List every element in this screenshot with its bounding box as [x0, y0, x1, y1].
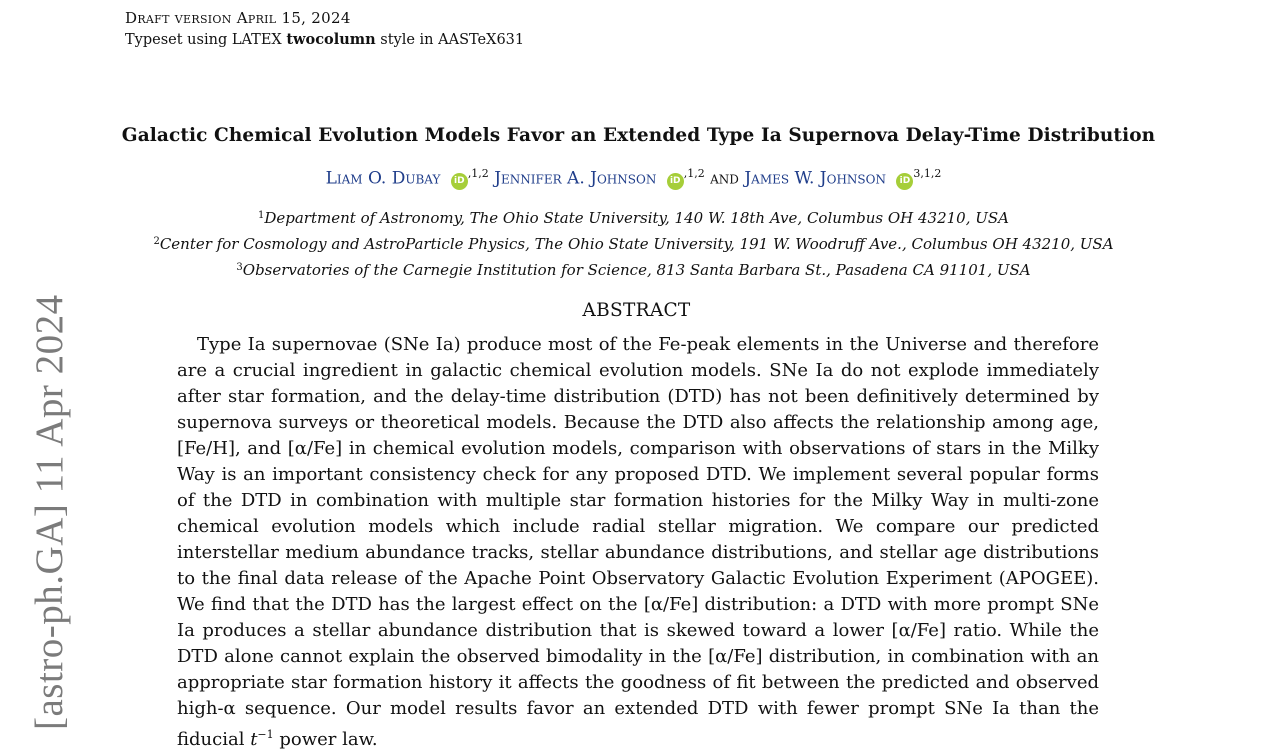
affiliation-number: 1: [257, 210, 265, 221]
author-list: [0, 167, 1267, 190]
typeset-latex: ATEX: [241, 32, 282, 48]
abstract-body: [177, 332, 1099, 753]
orcid-icon[interactable]: iD: [896, 173, 913, 190]
typeset-prefix: Typeset using L: [125, 32, 242, 48]
affiliation-number: 3: [236, 262, 243, 273]
author-affiliation-marks-2: ,1,2: [683, 167, 705, 180]
affiliation-number: 2: [153, 236, 160, 247]
author-conjunction: and: [710, 168, 739, 189]
orcid-icon[interactable]: iD: [667, 173, 684, 190]
affiliation-text: Center for Cosmology and AstroParticle Physics, The Ohio State University, 191 W. Woodruff Ave., Columbus OH 43210, USA: [159, 235, 1114, 253]
typeset-suffix: style in AASTeX631: [380, 32, 525, 48]
affiliation-text: Observatories of the Carnegie Institution for Science, 813 Santa Barbara St., Pasadena CA 91101, USA: [242, 261, 1031, 279]
abstract-text-end: power law.: [279, 729, 378, 750]
abstract-text: Type Ia supernovae (SNe Ia) produce most of the Fe-peak elements in the Universe and therefore are a crucial ingredient in galactic chemical evolution models. SNe Ia do not explode immediately after star formation, and the delay-time distribution (DTD) has not been definitively determined by supernova surveys or theoretical models. Because the DTD also affects the relationship among age, [Fe/H], and [α/Fe] in chemical evolution models, comparison with observations of stars in the Milky Way is an important consistency check for any proposed DTD. We implement several popular forms of the DTD in combination with multiple star formation histories for the Milky Way in multi-zone chemical evolution models which include radial stellar migration. We compare our predicted interstellar medium abundance tracks, stellar abundance distributions, and stellar age distributions to the final data release of the Apache Point Observatory Galactic Evolution Experiment (APOGEE). We find that the DTD has the largest effect on the [α/Fe] distribution: a DTD with more prompt SNe Ia produces a stellar abundance distribution that is skewed toward a lower [α/Fe] ratio. While the DTD alone cannot explain the observed bimodality in the [α/Fe] distribution, in combination with an appropriate star formation history it affects the goodness of fit between the predicted and observed high-α sequence. Our model results favor an extended DTD with fewer prompt SNe Ia than the fiducial: [177, 334, 1099, 750]
affiliation-list: [0, 204, 1267, 282]
orcid-icon[interactable]: iD: [451, 173, 468, 190]
author-affiliation-marks-3: 3,1,2: [913, 167, 942, 180]
paper-title: Galactic Chemical Evolution Models Favor an Extended Type Ia Supernova Delay-Time Distribution: [121, 125, 1156, 146]
draft-header: [125, 8, 524, 51]
author-affiliation-marks-1: ,1,2: [467, 167, 489, 180]
abstract-heading: ABSTRACT: [582, 300, 691, 321]
affiliation-line: [0, 204, 1267, 230]
typeset-style: twocolumn: [286, 31, 376, 48]
arxiv-stamp: [astro-ph.GA] 11 Apr 2024: [28, 294, 71, 730]
affiliation-line: [0, 256, 1267, 282]
affiliation-text: Department of Astronomy, The Ohio State University, 140 W. 18th Ave, Columbus OH 43210, USA: [264, 209, 1010, 227]
typeset-info: [125, 29, 524, 51]
author-name-2[interactable]: Jennifer A. Johnson: [494, 168, 657, 189]
author-name-3[interactable]: James W. Johnson: [744, 168, 886, 189]
affiliation-line: [0, 230, 1267, 256]
author-name-1[interactable]: Liam O. Dubay: [325, 168, 441, 189]
power-law-exponent: −1: [257, 728, 274, 741]
power-law-symbol: t: [250, 729, 258, 750]
draft-version: Draft version April 15, 2024: [125, 9, 351, 27]
